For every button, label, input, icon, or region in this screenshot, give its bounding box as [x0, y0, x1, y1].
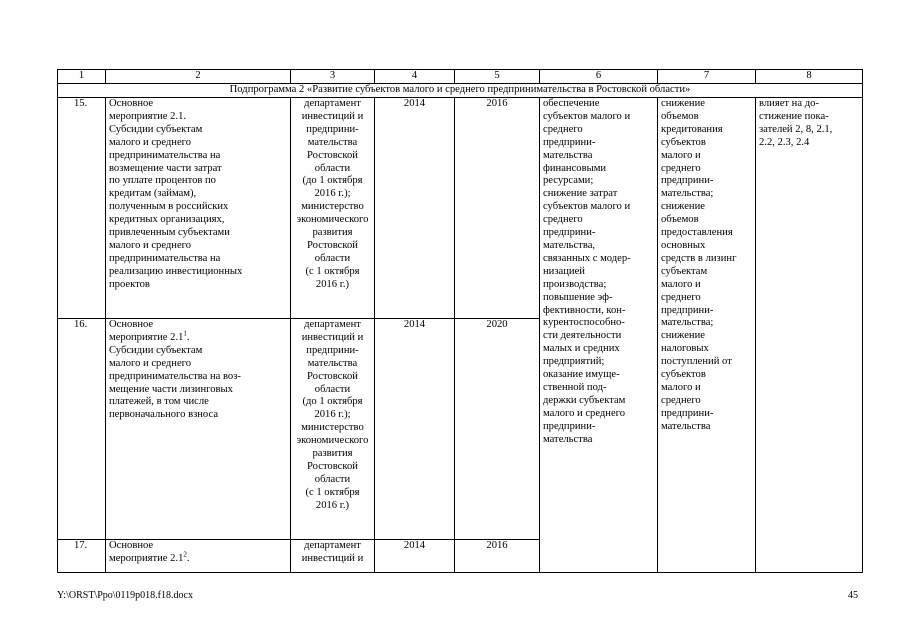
- text-line: полученным в российских: [109, 201, 229, 213]
- text-line: связанных с модер-: [543, 252, 631, 264]
- text-line: платежей, в том числе: [109, 396, 209, 408]
- text-line: министерство: [301, 201, 364, 213]
- text-line: Основное: [109, 98, 154, 109]
- text-line: министерство: [301, 422, 364, 434]
- text-line: (до 1 октября: [302, 175, 363, 187]
- text-line: мещение части лизинговых: [109, 383, 233, 395]
- text-line: кредитных организациях,: [109, 214, 225, 226]
- text-line: мательства;: [661, 317, 714, 329]
- header-cell: 5: [455, 70, 540, 84]
- executor-text: [291, 98, 375, 319]
- table-header-row: [58, 70, 863, 84]
- text-line: мероприятие 2.1.: [109, 110, 187, 122]
- text-line: малых и средних: [543, 343, 620, 355]
- header-cell: 1: [58, 70, 106, 84]
- file-path: Y:\ORST\Ppo\0119p018.f18.docx: [57, 590, 193, 601]
- text-line: департамент: [304, 319, 361, 330]
- text-line: мательства: [543, 149, 593, 161]
- text-line: держки субъектам: [543, 394, 626, 406]
- header-cell: 7: [658, 70, 756, 84]
- text-line: мательства: [543, 433, 593, 445]
- text-line: малого и среднего: [543, 407, 626, 419]
- text-line: 2016 г.): [315, 499, 350, 511]
- text-line: мательства: [307, 136, 358, 148]
- measure-head: Основное: [109, 319, 154, 330]
- measure-text: [106, 319, 291, 540]
- text-line: предприни-: [661, 175, 714, 187]
- executor-text: [291, 319, 375, 540]
- text-line: мательства;: [661, 188, 714, 200]
- row-number: 15.: [58, 98, 106, 319]
- text-line: финансовыми: [543, 162, 607, 174]
- executor-text: [291, 540, 375, 573]
- text-line: возмещение части затрат: [109, 162, 222, 174]
- text-line: кредитования: [661, 123, 723, 135]
- table-row: [58, 98, 863, 319]
- text-line: 2016 г.): [315, 278, 350, 290]
- text-line: предприни-: [661, 304, 714, 316]
- text-line: среднего: [661, 291, 701, 303]
- text-line: ственной под-: [543, 381, 607, 393]
- text-line: ресурсами;: [543, 175, 594, 187]
- start-year: 2014: [375, 98, 455, 319]
- text-line: 2.2, 2.3, 2.4: [759, 136, 810, 148]
- text-line: обеспечение: [543, 98, 600, 109]
- text-line: Ростовской: [307, 149, 358, 161]
- text-line: инвестиций и: [301, 110, 364, 122]
- text-line: области: [314, 473, 351, 485]
- subprogram-title: Подпрограмма 2 «Развитие субъектов малого и среднего предпринимательства в Ростовской области»: [58, 84, 863, 98]
- text-line: низацией: [543, 265, 585, 277]
- text-line: предприни-: [306, 344, 359, 356]
- text-line: зателей 2, 8, 2.1,: [759, 123, 833, 135]
- text-line: субъектов малого и: [543, 201, 631, 213]
- indicator-link-text: [756, 98, 863, 573]
- text-line: инвестиций и: [301, 331, 364, 343]
- text-line: среднего: [543, 214, 583, 226]
- text-line: мательства: [307, 357, 358, 369]
- text-line: предприни-: [543, 227, 596, 239]
- text-line: области: [314, 162, 351, 174]
- text-line: предпринимательства на воз-: [109, 370, 241, 382]
- measure-item: мероприятие $2.1^2$.: [109, 550, 190, 564]
- text-line: по уплате процентов по: [109, 175, 216, 187]
- text-line: снижение: [661, 201, 705, 213]
- text-line: предприни-: [661, 407, 714, 419]
- text-line: Ростовской: [307, 239, 358, 251]
- text-line: мательства,: [543, 239, 596, 251]
- text-line: Ростовской: [307, 370, 358, 382]
- text-line: мательства: [661, 420, 711, 432]
- consequences-text: [658, 98, 756, 573]
- header-cell: 4: [375, 70, 455, 84]
- text-line: экономического: [296, 435, 369, 447]
- start-year: 2014: [375, 540, 455, 573]
- text-line: привлеченным субъектами: [109, 227, 230, 239]
- text-line: субъектам: [661, 265, 708, 277]
- text-line: предприни-: [543, 420, 596, 432]
- text-line: первоначального взноса: [109, 409, 219, 421]
- text-line: субъектов: [661, 136, 706, 148]
- text-line: производства;: [543, 278, 607, 290]
- text-line: поступлений от: [661, 356, 732, 368]
- text-line: влияет на до-: [759, 98, 819, 109]
- text-line: Субсидии субъектам: [109, 123, 203, 135]
- text-line: объемов: [661, 214, 699, 226]
- text-line: малого и среднего: [109, 357, 192, 369]
- measure-text: [106, 98, 291, 319]
- measure-body: [109, 345, 287, 422]
- end-year: 2020: [455, 319, 540, 540]
- text-line: среднего: [661, 162, 701, 174]
- text-line: малого и среднего: [109, 136, 192, 148]
- text-line: субъектов малого и: [543, 110, 631, 122]
- measure-item: мероприятие $2.1^1$.: [109, 329, 190, 343]
- text-line: курентоспособно-: [543, 317, 625, 329]
- text-line: экономического: [296, 214, 369, 226]
- text-line: предприятий;: [543, 356, 605, 368]
- text-line: предпринимательства на: [109, 252, 221, 264]
- text-line: объемов: [661, 110, 699, 122]
- row-number: 17.: [58, 540, 106, 573]
- text-line: оказание имуще-: [543, 369, 620, 381]
- header-cell: 3: [291, 70, 375, 84]
- text-line: развития: [312, 448, 353, 460]
- text-line: сти деятельности: [543, 330, 622, 342]
- page-number: 45: [848, 590, 858, 601]
- text-line: 2016 г.);: [314, 409, 351, 421]
- text-line: малого и: [661, 278, 701, 290]
- text-line: области: [314, 252, 351, 264]
- text-line: департамент: [304, 98, 361, 109]
- text-line: субъектов: [661, 369, 706, 381]
- header-cell: 8: [756, 70, 863, 84]
- text-line: среднего: [661, 394, 701, 406]
- text-line: фективности, кон-: [543, 304, 626, 316]
- text-line: предоставления: [661, 227, 733, 239]
- text-line: реализацию инвестиционных: [109, 265, 243, 277]
- measure-head: Основное: [109, 540, 154, 551]
- header-cell: 6: [540, 70, 658, 84]
- text-line: малого и среднего: [109, 239, 192, 251]
- text-line: департамент: [304, 540, 361, 551]
- text-line: кредитам (займам),: [109, 188, 197, 200]
- text-line: среднего: [543, 123, 583, 135]
- text-line: предпринимательства на: [109, 149, 221, 161]
- row-number: 16.: [58, 319, 106, 540]
- measure-text: [106, 540, 291, 573]
- text-line: основных: [661, 239, 706, 251]
- end-year: 2016: [455, 98, 540, 319]
- end-year: 2016: [455, 540, 540, 573]
- text-line: снижение: [661, 98, 705, 109]
- text-line: снижение: [661, 330, 705, 342]
- text-line: малого и: [661, 381, 701, 393]
- text-line: (с 1 октября: [305, 265, 360, 277]
- text-line: Субсидии субъектам: [109, 344, 203, 356]
- text-line: повышение эф-: [543, 291, 613, 303]
- measures-table: [57, 69, 863, 573]
- text-line: области: [314, 383, 351, 395]
- text-line: средств в лизинг: [661, 252, 737, 264]
- text-line: (с 1 октября: [305, 486, 360, 498]
- start-year: 2014: [375, 319, 455, 540]
- text-line: развития: [312, 227, 353, 239]
- text-line: малого и: [661, 149, 701, 161]
- text-line: инвестиций и: [301, 552, 364, 564]
- text-line: (до 1 октября: [302, 396, 363, 408]
- text-line: 2016 г.);: [314, 188, 351, 200]
- text-line: предприни-: [543, 136, 596, 148]
- text-line: налоговых: [661, 343, 709, 355]
- header-cell: 2: [106, 70, 291, 84]
- text-line: проектов: [109, 278, 150, 290]
- text-line: Ростовской: [307, 460, 358, 472]
- expected-result-text: [540, 98, 658, 573]
- text-line: стижение пока-: [759, 110, 829, 122]
- text-line: снижение затрат: [543, 188, 618, 200]
- text-line: предприни-: [306, 123, 359, 135]
- subprogram-row: [58, 84, 863, 98]
